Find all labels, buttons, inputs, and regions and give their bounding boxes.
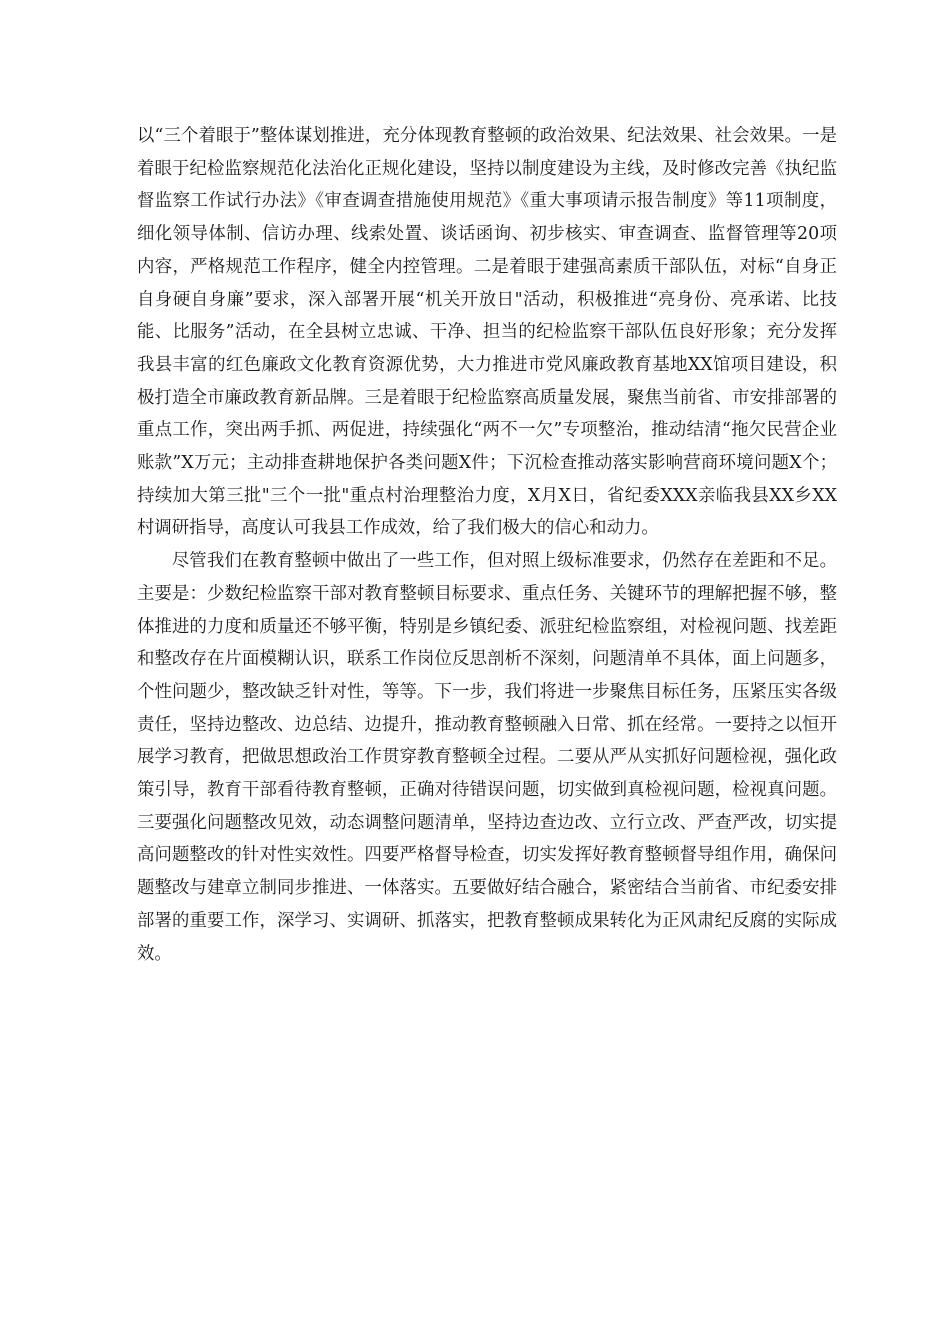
document-body [137, 120, 837, 970]
paragraph-continuation: 以“三个着眼于”整体谋划推进，充分体现教育整顿的政治效果、纪法效果、社会效果。一是着眼于纪检监察规范化法治化正规化建设，坚持以制度建设为主线，及时修改完善《执纪监督监察工作试行办法》《审查调查措施使用规范》《重大事项请示报告制度》等11项制度，细化领导体制、信访办理、线索处置、谈话函询、初步核实、审查调查、监督管理等20项内容，严格规范工作程序，健全内控管理。二是着眼于建强高素质干部队伍，对标“自身正自身硬自身廉”要求，深入部署开展“机关开放日"活动，积极推进“亮身份、亮承诺、比技能、比服务”活动，在全县树立忠诚、干净、担当的纪检监察干部队伍良好形象；充分发挥我县丰富的红色廉政文化教育资源优势，大力推进市党风廉政教育基地XX馆项目建设，积极打造全市廉政教育新品牌。三是着眼于纪检监察高质量发展，聚焦当前省、市安排部署的重点工作，突出两手抓、两促进，持续强化“两不一欠”专项整治，推动结清“拖欠民营企业账款”X万元；主动排查耕地保护各类问题X件；下沉检查推动落实影响营商环境问题X个；持续加大第三批"三个一批"重点村治理整治力度，X月X日，省纪委XXX亲临我县XX乡XX村调研指导，高度认可我县工作成效，给了我们极大的信心和动力。 [137, 126, 837, 539]
paragraph-shortcomings: 尽管我们在教育整顿中做出了一些工作，但对照上级标准要求，仍然存在差距和不足。主要是：少数纪检监察干部对教育整顿目标要求、重点任务、关键环节的理解把握不够，整体推进的力度和质量还不够平衡，特别是乡镇纪委、派驻纪检监察组，对检视问题、找差距和整改存在片面模糊认识，联系工作岗位反思剖析不深刻，问题清单不具体，面上问题多，个性问题少，整改缺乏针对性，等等。下一步，我们将进一步聚焦目标任务，压紧压实各级责任，坚持边整改、边总结、边提升，推动教育整顿融入日常、抓在经常。一要持之以恒开展学习教育，把做思想政治工作贯穿教育整顿全过程。二要从严从实抓好问题检视，强化政策引导，教育干部看待教育整顿，正确对待错误问题，切实做到真检视问题，检视真问题。三要强化问题整改见效，动态调整问题清单，坚持边查边改、立行立改、严查严改，切实提高问题整改的针对性实效性。四要严格督导检查，切实发挥好教育整顿督导组作用，确保问题整改与建章立制同步推进、一体落实。五要做好结合融合，紧密结合当前省、市纪委安排部署的重要工作，深学习、实调研、抓落实，把教育整顿成果转化为正风肃纪反腐的实际成效。 [137, 551, 837, 964]
